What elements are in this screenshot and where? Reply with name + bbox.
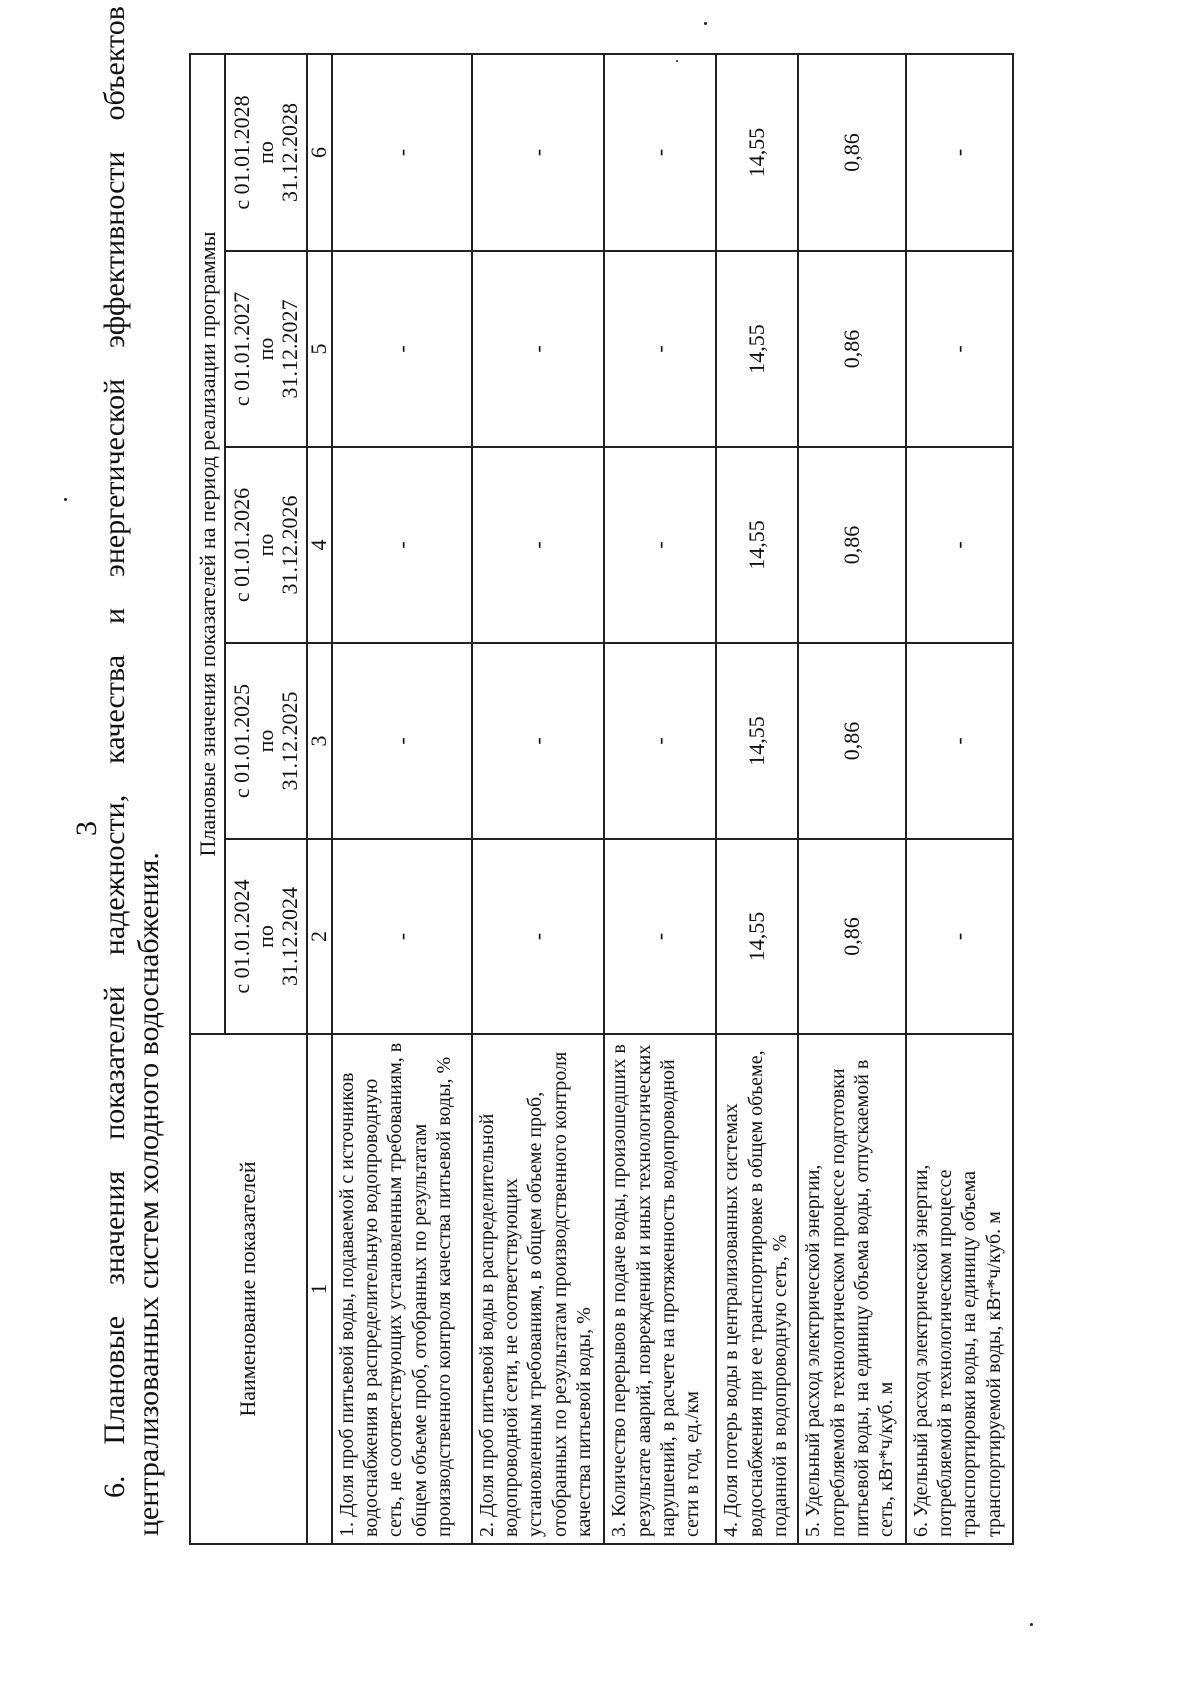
indicator-name: 5. Удельный расход электрической энергии, потребляемой в технологическом процессе подготовки питьевой воды, на единицу объема воды, отпускаемой в сеть, кВт*ч/куб. м <box>798 1034 905 1544</box>
table-row <box>472 54 605 1544</box>
period-header: с 01.01.2026 по 31.12.2026 <box>225 447 306 643</box>
period-header: с 01.01.2027 по 31.12.2027 <box>225 251 306 447</box>
indicator-value: 0,86 <box>798 643 905 839</box>
column-number: 4 <box>307 447 332 643</box>
period-header: с 01.01.2025 по 31.12.2025 <box>225 643 306 839</box>
column-number: 1 <box>307 1034 332 1544</box>
indicator-value: 14,55 <box>716 447 798 643</box>
indicator-value: - <box>332 643 472 839</box>
indicator-name: 4. Доля потерь воды в централизованных системах водоснабжения при ее транспортировке в общем объеме, поданной в водопроводную сеть, % <box>716 1034 798 1544</box>
heading-word: объектов <box>98 6 131 121</box>
indicator-value: 0,86 <box>798 54 905 251</box>
scan-speck <box>1030 1623 1033 1626</box>
indicator-value: - <box>604 643 716 839</box>
indicator-value: - <box>906 447 1013 643</box>
table-row <box>906 54 1013 1544</box>
heading-word: значения <box>98 1170 131 1286</box>
indicator-value: 0,86 <box>798 839 905 1034</box>
heading-word: качества <box>98 654 131 764</box>
indicator-value: - <box>332 447 472 643</box>
column-number: 3 <box>307 643 332 839</box>
indicator-value: - <box>906 54 1013 251</box>
heading-word: эффективности <box>98 151 131 348</box>
period-header: с 01.01.2028 по 31.12.2028 <box>225 54 306 251</box>
indicator-value: - <box>906 839 1013 1034</box>
indicator-value: - <box>332 839 472 1034</box>
table-row <box>798 54 905 1544</box>
heading-word: энергетической <box>98 378 131 578</box>
table-row <box>716 54 798 1544</box>
indicator-value: - <box>604 251 716 447</box>
indicator-value: - <box>472 251 605 447</box>
indicator-value: 0,86 <box>798 447 905 643</box>
heading-word: показателей <box>98 986 131 1140</box>
indicator-value: - <box>332 251 472 447</box>
indicator-value: 14,55 <box>716 643 798 839</box>
indicator-value: - <box>332 54 472 251</box>
section-heading <box>98 6 165 1536</box>
heading-word: и <box>98 607 131 625</box>
column-number: 2 <box>307 839 332 1034</box>
scan-speck <box>64 498 67 501</box>
indicator-value: - <box>906 643 1013 839</box>
heading-line-1 <box>98 6 132 1536</box>
indicator-value: 14,55 <box>716 54 798 251</box>
indicator-value: - <box>604 839 716 1034</box>
indicator-name: 1. Доля проб питьевой воды, подаваемой с источников водоснабжения в распределительную водопроводную сеть, не соответствующих установленным требованиям, в общем объеме проб, отобранных по результатам производственного контроля качества питьевой воды, % <box>332 1034 472 1544</box>
name-column-header: Наименование показателей <box>190 1034 307 1544</box>
heading-word: надежности, <box>98 794 131 956</box>
indicator-name: 3. Количество перерывов в подаче воды, произошедших в результате аварий, повреждений и иных технологических нарушений, в расчете на протяженность водопроводной сети в год, ед./км <box>604 1034 716 1544</box>
scan-speck <box>676 60 678 62</box>
indicator-value: - <box>472 447 605 643</box>
period-group-header: Плановые значения показателей на период реализации программы <box>190 54 225 1034</box>
indicator-value: - <box>472 643 605 839</box>
indicator-value: - <box>604 54 716 251</box>
table-row <box>332 54 472 1544</box>
indicator-value: - <box>604 447 716 643</box>
indicator-value: - <box>906 251 1013 447</box>
indicator-value: - <box>472 54 605 251</box>
heading-line-2: централизованных систем холодного водоснабжения. <box>131 852 165 1536</box>
heading-word: 6. <box>98 1475 131 1498</box>
indicator-value: 0,86 <box>798 251 905 447</box>
period-header: с 01.01.2024 по 31.12.2024 <box>225 839 306 1034</box>
indicator-value: 14,55 <box>716 839 798 1034</box>
indicator-name: 6. Удельный расход электрической энергии, потребляемой в технологическом процессе транспортировки воды, на единицу объема транспортируемой воды, кВт*ч/куб. м <box>906 1034 1013 1544</box>
table-row <box>604 54 716 1544</box>
column-number: 5 <box>307 251 332 447</box>
indicators-table <box>189 53 1014 1545</box>
column-number: 6 <box>307 54 332 251</box>
indicator-value: - <box>472 839 605 1034</box>
scan-speck <box>704 22 707 25</box>
indicator-name: 2. Доля проб питьевой воды в распределительной водопроводной сети, не соответствующих установленным требованиям, в общем объеме проб, отобранных по результатам производственного контроля качества питьевой воды, % <box>472 1034 605 1544</box>
indicator-value: 14,55 <box>716 251 798 447</box>
heading-word: Плановые <box>98 1315 131 1445</box>
page-number: 3 <box>70 821 103 836</box>
